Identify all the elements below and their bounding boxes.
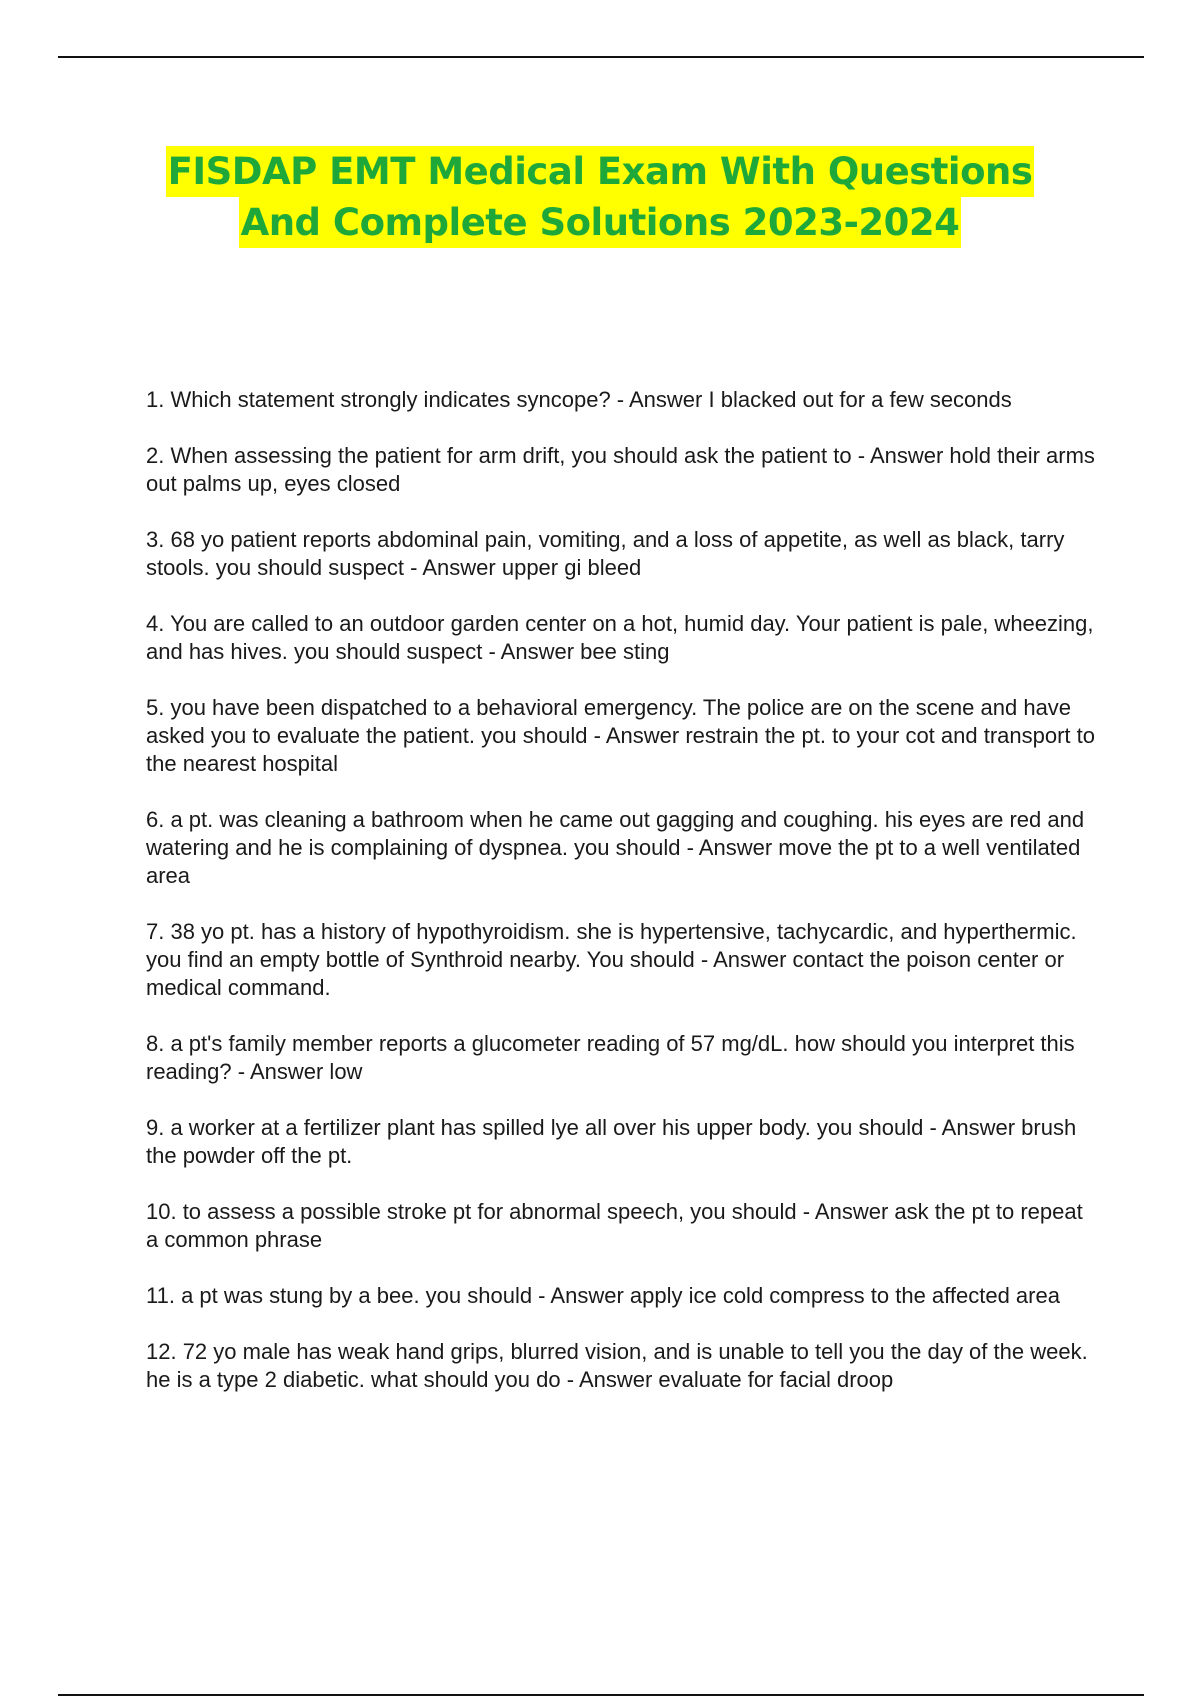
qa-item-7: 7. 38 yo pt. has a history of hypothyroidism. she is hypertensive, tachycardic, and hyperthermic. you find an empty bottle of Synthroid nearby. You should - Answer contact the poison center or medical command. <box>146 919 1077 1000</box>
qa-item-9: 9. a worker at a fertilizer plant has spilled lye all over his upper body. you should - Answer brush the powder off the pt. <box>146 1115 1077 1168</box>
qa-item-10: 10. to assess a possible stroke pt for abnormal speech, you should - Answer ask the pt to repeat a common phrase <box>146 1199 1083 1252</box>
qa-item-3: 3. 68 yo patient reports abdominal pain, vomiting, and a loss of appetite, as well as black, tarry stools. you should suspect - Answer upper gi bleed <box>146 527 1065 580</box>
qa-item-11: 11. a pt was stung by a bee. you should - Answer apply ice cold compress to the affected area <box>146 1283 1060 1308</box>
title-line-2: And Complete Solutions 2023-2024 <box>239 197 962 248</box>
question-answer-list <box>146 386 1096 1422</box>
document-title <box>0 146 1200 248</box>
bottom-divider <box>58 1694 1144 1696</box>
qa-item-6: 6. a pt. was cleaning a bathroom when he came out gagging and coughing. his eyes are red and watering and he is complaining of dyspnea. you should - Answer move the pt to a well ventilated area <box>146 807 1085 888</box>
qa-item-1: 1. Which statement strongly indicates syncope? - Answer I blacked out for a few seconds <box>146 387 1012 412</box>
qa-item-4: 4. You are called to an outdoor garden center on a hot, humid day. Your patient is pale, wheezing, and has hives. you should suspect - Answer bee sting <box>146 611 1094 664</box>
title-line-1: FISDAP EMT Medical Exam With Questions <box>166 146 1035 197</box>
qa-item-5: 5. you have been dispatched to a behavioral emergency. The police are on the scene and have asked you to evaluate the patient. you should - Answer restrain the pt. to your cot and transport to the nearest hospital <box>146 695 1096 776</box>
qa-item-2: 2. When assessing the patient for arm drift, you should ask the patient to - Answer hold their arms out palms up, eyes closed <box>146 443 1095 496</box>
qa-item-8: 8. a pt's family member reports a glucometer reading of 57 mg/dL. how should you interpret this reading? - Answer low <box>146 1031 1075 1084</box>
qa-item-12: 12. 72 yo male has weak hand grips, blurred vision, and is unable to tell you the day of the week. he is a type 2 diabetic. what should you do - Answer evaluate for facial droop <box>146 1339 1088 1392</box>
top-divider <box>58 56 1144 58</box>
